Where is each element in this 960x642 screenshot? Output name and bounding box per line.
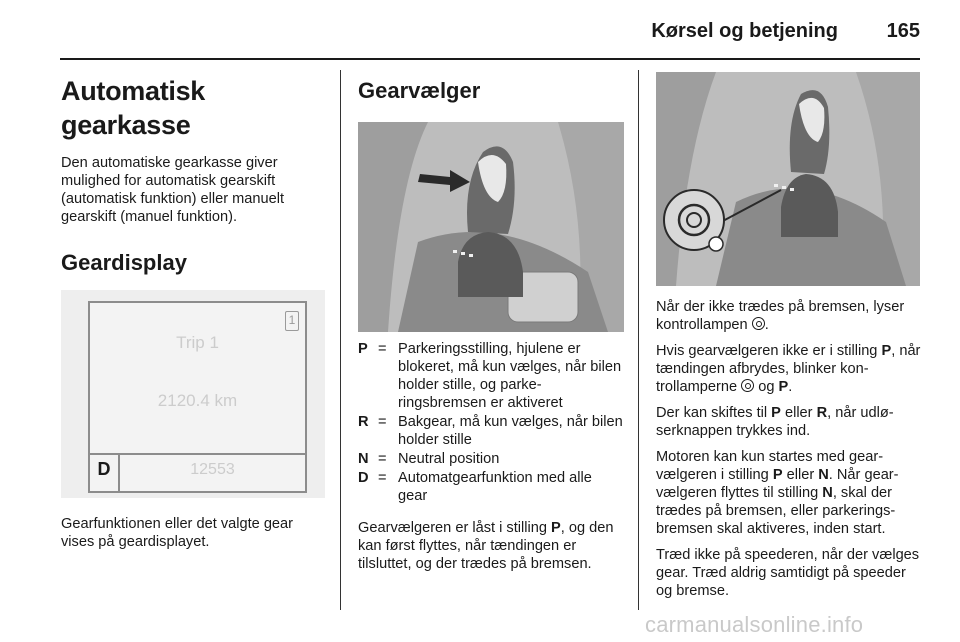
gear-lock-paragraph: Gearvælgeren er låst i stilling P, og den kan først flyttes, når tændingen er tilsluttet, og der trædes på bremsen.: [358, 520, 614, 572]
display-odometer: 12553: [190, 461, 235, 478]
brake-lamp-paragraph: Når der ikke trædes på bremsen, lyser kontrollampen .: [656, 299, 905, 333]
gear-display-illustration: [61, 290, 325, 498]
display-distance: 2120.4 km: [157, 391, 238, 410]
section-title-automatisk-gearkasse: Automatisk gearkasse: [61, 76, 206, 140]
column-3: [656, 72, 922, 600]
gear-selector-photo: [358, 122, 624, 332]
column-1: [61, 72, 326, 551]
page-header: [60, 0, 920, 56]
display-divider: [90, 453, 305, 455]
brake-lamp-icon: [752, 317, 765, 330]
column-divider-1: [340, 70, 341, 610]
shift-release-paragraph: Der kan skiftes til P eller R, når udløserknappen trykkes ind.: [656, 405, 894, 439]
gear-position-n: N = Neutral position: [358, 451, 500, 467]
gear-position-r: R = Bakgear, må kun vælges, når bilen holder stille: [358, 414, 623, 448]
display-caption: Gearfunktionen eller det valgte gear vises på geardisplayet.: [61, 516, 294, 550]
brake-lamp-icon: [741, 379, 754, 392]
flashing-lamp-paragraph: Hvis gearvælgeren ikke er i stilling P, når tændingen afbrydes, blinker kontrollamperne og P.: [656, 343, 921, 395]
engine-start-paragraph: Motoren kan kun startes med gearvælgeren i stilling P eller N. Når gearvælgeren flyttes til stilling N, skal der trædes på bremsen, eller parkeringsbremsen skal aktiveres, inden start.: [656, 449, 899, 537]
watermark: carmanualsonline.info: [645, 612, 864, 637]
gear-position-list: [358, 340, 624, 505]
accelerator-warning-paragraph: Træd ikke på speederen, når der vælges gear. Træd aldrig samtidigt på speeder og bremse.: [656, 547, 920, 599]
display-gear-indicator: D: [97, 459, 111, 479]
page-number: 165: [886, 20, 920, 42]
brake-lamp-photo: [656, 72, 920, 286]
display-frame: [88, 301, 307, 493]
intro-paragraph: Den automatiske gearkasse giver mulighed for automatisk gearskift (automatisk funktion) eller manuelt gearskift (manuel funktion).: [61, 155, 285, 225]
header-rule: [60, 58, 920, 60]
trip-counter-icon: 1: [285, 311, 299, 331]
gear-position-p: P = Parkeringsstilling, hjulene er blokeret, må kun vælges, når bilen holder stille, og parkeringsbremsen er aktiveret: [358, 341, 622, 411]
column-2: [358, 72, 624, 573]
gear-position-d: D = Automatgearfunktion med alle gear: [358, 470, 592, 504]
subsection-title-geardisplay: Geardisplay: [61, 250, 187, 275]
section-title-gearvaelger: Gearvælger: [358, 78, 481, 103]
display-trip-label: Trip 1: [176, 333, 219, 352]
column-divider-2: [638, 70, 639, 610]
chapter-title: Kørsel og betjening: [651, 20, 838, 42]
